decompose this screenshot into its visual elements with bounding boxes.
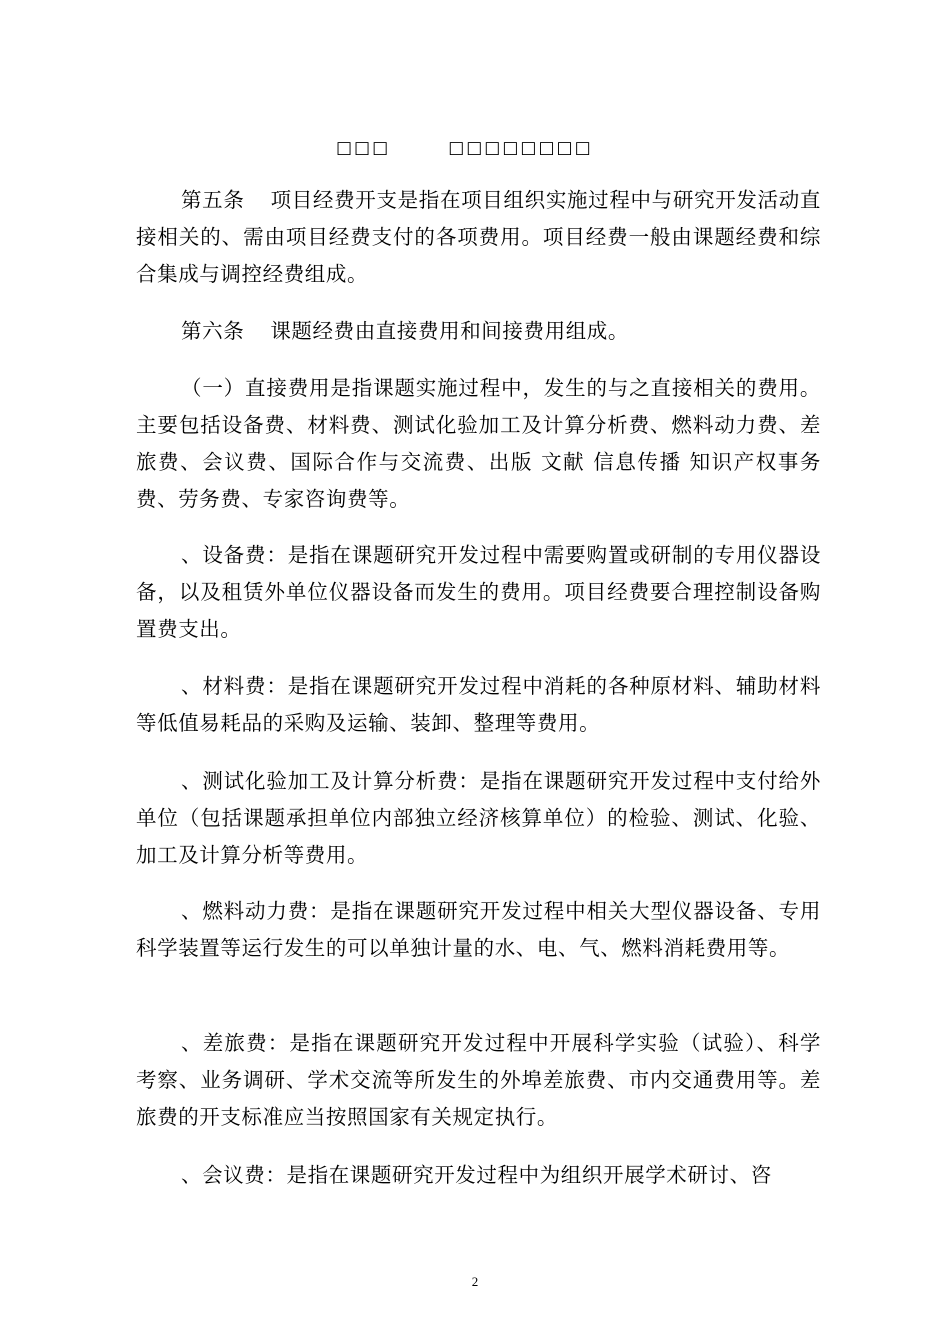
paragraph-travel-fee: [136, 1025, 821, 1136]
section-heading-title: □□□□□□□□: [448, 138, 593, 158]
section-heading: [336, 134, 593, 162]
paragraph-direct-costs: [136, 370, 821, 518]
page-number: 2: [471, 1274, 479, 1289]
paragraph-text: 、测试化验加工及计算分析费：是指在课题研究开发过程中支付给外单位（包括课题承担单位内部独立经济核算单位）的检验、测试、化验、加工及计算分析等费用。: [136, 769, 821, 867]
paragraph-text: 项目经费开支是指在项目组织实施过程中与研究开发活动直接相关的、需由项目经费支付的各项费用。项目经费一般由课题经费和综合集成与调控经费组成。: [136, 188, 821, 286]
paragraph-text: 、差旅费：是指在课题研究开发过程中开展科学实验（试验）、科学考察、业务调研、学术交流等所发生的外埠差旅费、市内交通费用等。差旅费的开支标准应当按照国家有关规定执行。: [136, 1031, 821, 1129]
paragraph-text: 、会议费：是指在课题研究开发过程中为组织开展学术研讨、咨: [181, 1163, 772, 1187]
paragraph-article-5: [136, 182, 821, 293]
paragraph-text: （一）直接费用是指课题实施过程中，发生的与之直接相关的费用。主要包括设备费、材料费、测试化验加工及计算分析费、燃料动力费、差旅费、会议费、国际合作与交流费、出版 文献 信息传播 知识产权事务费、劳务费、专家咨询费等。: [136, 376, 821, 511]
article-label: 第六条: [181, 319, 245, 343]
paragraph-text: 、材料费：是指在课题研究开发过程中消耗的各种原材料、辅助材料等低值易耗品的采购及运输、装卸、整理等费用。: [136, 674, 821, 735]
article-label: 第五条: [181, 188, 245, 212]
paragraph-article-6: [136, 313, 821, 350]
paragraph-text: 课题经费由直接费用和间接费用组成。: [270, 319, 630, 343]
paragraph-meeting-fee: [136, 1157, 821, 1194]
paragraph-text: 、燃料动力费：是指在课题研究开发过程中相关大型仪器设备、专用科学装置等运行发生的可以单独计量的水、电、气、燃料消耗费用等。: [136, 899, 821, 960]
paragraph-equipment-fee: [136, 537, 821, 648]
paragraph-fuel-power-fee: [136, 893, 821, 967]
section-heading-number: □□□: [336, 138, 391, 158]
paragraph-materials-fee: [136, 668, 821, 742]
paragraph-text: 、设备费：是指在课题研究开发过程中需要购置或研制的专用仪器设备，以及租赁外单位仪器设备而发生的费用。项目经费要合理控制设备购置费支出。: [136, 543, 821, 641]
paragraph-testing-fee: [136, 763, 821, 874]
